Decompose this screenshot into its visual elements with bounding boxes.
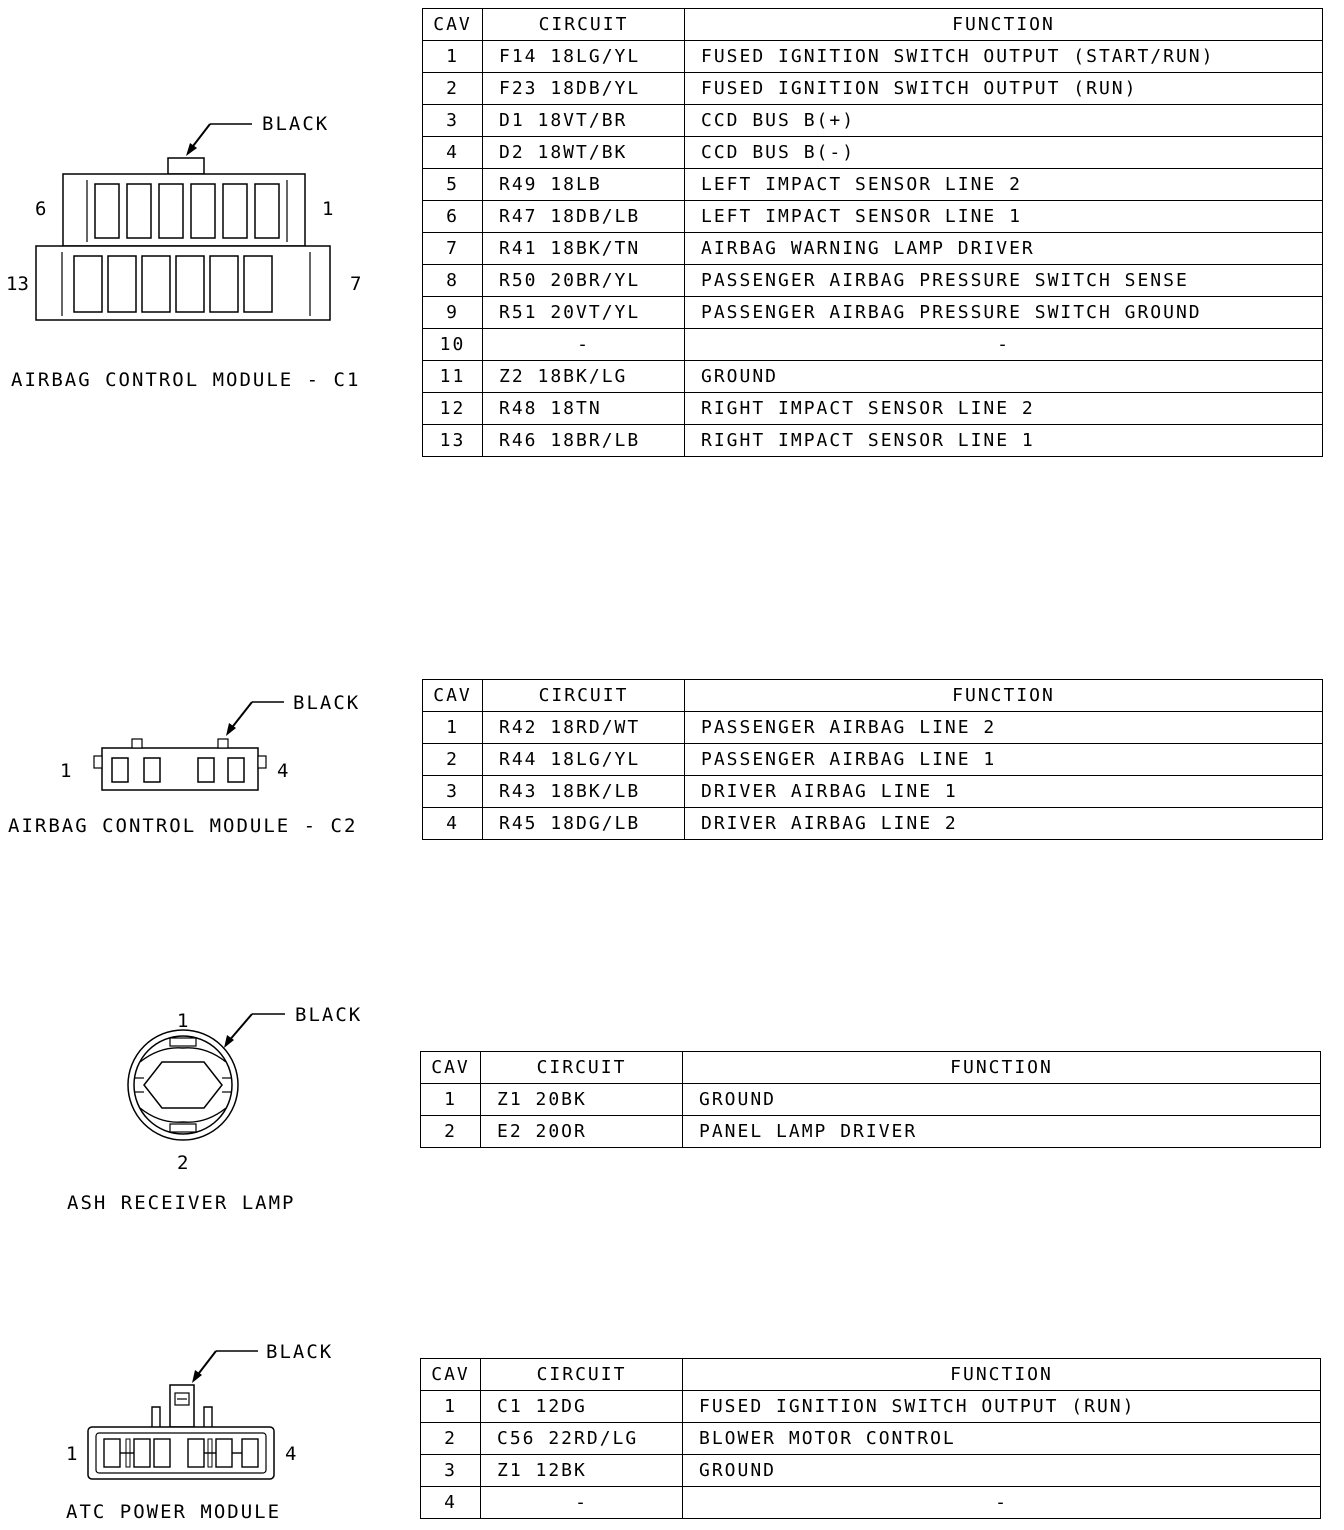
- table-row: [423, 808, 1323, 840]
- circuit-cell: R45 18DG/LB: [483, 808, 685, 840]
- header-cav: CAV: [421, 1359, 481, 1391]
- function-cell: -: [685, 329, 1323, 361]
- cavity-table: [422, 679, 1323, 840]
- table-row: [423, 744, 1323, 776]
- header-cav: CAV: [423, 680, 483, 712]
- table-row: [423, 169, 1323, 201]
- cav-cell: 2: [421, 1423, 481, 1455]
- table-row: [423, 73, 1323, 105]
- function-cell: LEFT IMPACT SENSOR LINE 1: [685, 201, 1323, 233]
- pin-label: 2: [177, 1152, 189, 1174]
- cav-cell: 9: [423, 297, 483, 329]
- function-cell: -: [683, 1487, 1321, 1519]
- header-function: FUNCTION: [683, 1359, 1321, 1391]
- table-row: [421, 1455, 1321, 1487]
- function-cell: FUSED IGNITION SWITCH OUTPUT (RUN): [685, 73, 1323, 105]
- header-cav: CAV: [421, 1052, 481, 1084]
- header-circuit: CIRCUIT: [483, 680, 685, 712]
- circuit-cell: R47 18DB/LB: [483, 201, 685, 233]
- cav-cell: 7: [423, 233, 483, 265]
- cav-cell: 6: [423, 201, 483, 233]
- circuit-cell: D2 18WT/BK: [483, 137, 685, 169]
- table-row: [421, 1084, 1321, 1116]
- table-row: [423, 393, 1323, 425]
- acm-c2-connector-drawing: [0, 680, 400, 850]
- circuit-cell: Z1 20BK: [481, 1084, 683, 1116]
- function-cell: CCD BUS B(+): [685, 105, 1323, 137]
- circuit-cell: F23 18DB/YL: [483, 73, 685, 105]
- pin-label: 4: [285, 1443, 297, 1465]
- cav-cell: 5: [423, 169, 483, 201]
- function-cell: RIGHT IMPACT SENSOR LINE 1: [685, 425, 1323, 457]
- circuit-cell: R41 18BK/TN: [483, 233, 685, 265]
- circuit-cell: R50 20BR/YL: [483, 265, 685, 297]
- acm-c1-connector-drawing: [0, 0, 400, 400]
- color-label: BLACK: [262, 113, 330, 135]
- cav-cell: 4: [423, 137, 483, 169]
- cav-cell: 10: [423, 329, 483, 361]
- table-row: [423, 425, 1323, 457]
- table-row: [423, 776, 1323, 808]
- function-cell: GROUND: [683, 1455, 1321, 1487]
- color-label: BLACK: [295, 1004, 363, 1026]
- table-row: [421, 1487, 1321, 1519]
- cavity-table: [420, 1358, 1321, 1519]
- table-row: [423, 137, 1323, 169]
- circuit-cell: E2 20OR: [481, 1116, 683, 1148]
- function-cell: FUSED IGNITION SWITCH OUTPUT (START/RUN): [685, 41, 1323, 73]
- header-function: FUNCTION: [683, 1052, 1321, 1084]
- header-circuit: CIRCUIT: [481, 1052, 683, 1084]
- table-header-row: [423, 9, 1323, 41]
- circuit-cell: R51 20VT/YL: [483, 297, 685, 329]
- table-row: [421, 1391, 1321, 1423]
- table-header-row: [421, 1052, 1321, 1084]
- table-row: [423, 201, 1323, 233]
- cav-cell: 1: [423, 41, 483, 73]
- header-function: FUNCTION: [685, 9, 1323, 41]
- atc-connector-drawing: [0, 1335, 400, 1530]
- circuit-cell: D1 18VT/BR: [483, 105, 685, 137]
- cav-cell: 12: [423, 393, 483, 425]
- color-label: BLACK: [266, 1341, 334, 1363]
- table-row: [423, 712, 1323, 744]
- circuit-cell: F14 18LG/YL: [483, 41, 685, 73]
- header-cav: CAV: [423, 9, 483, 41]
- cav-cell: 3: [423, 776, 483, 808]
- function-cell: RIGHT IMPACT SENSOR LINE 2: [685, 393, 1323, 425]
- connector-title: AIRBAG CONTROL MODULE - C2: [8, 815, 358, 837]
- cav-cell: 1: [421, 1084, 481, 1116]
- acm-c1-connector-icon: [0, 0, 400, 400]
- color-label: BLACK: [293, 692, 361, 714]
- cav-cell: 8: [423, 265, 483, 297]
- cav-cell: 11: [423, 361, 483, 393]
- header-circuit: CIRCUIT: [483, 9, 685, 41]
- circuit-cell: Z1 12BK: [481, 1455, 683, 1487]
- table-header-row: [423, 680, 1323, 712]
- circuit-cell: -: [481, 1487, 683, 1519]
- table-row: [421, 1116, 1321, 1148]
- circuit-cell: R43 18BK/LB: [483, 776, 685, 808]
- table-row: [421, 1423, 1321, 1455]
- connector-title: ASH RECEIVER LAMP: [67, 1192, 296, 1214]
- function-cell: DRIVER AIRBAG LINE 2: [685, 808, 1323, 840]
- header-function: FUNCTION: [685, 680, 1323, 712]
- ash-lamp-connector-drawing: [0, 1000, 400, 1230]
- header-circuit: CIRCUIT: [481, 1359, 683, 1391]
- table-row: [423, 361, 1323, 393]
- table-row: [423, 41, 1323, 73]
- cav-cell: 1: [423, 712, 483, 744]
- function-cell: BLOWER MOTOR CONTROL: [683, 1423, 1321, 1455]
- table-row: [423, 105, 1323, 137]
- function-cell: GROUND: [685, 361, 1323, 393]
- circuit-cell: C56 22RD/LG: [481, 1423, 683, 1455]
- function-cell: FUSED IGNITION SWITCH OUTPUT (RUN): [683, 1391, 1321, 1423]
- function-cell: PASSENGER AIRBAG PRESSURE SWITCH SENSE: [685, 265, 1323, 297]
- cav-cell: 3: [423, 105, 483, 137]
- function-cell: GROUND: [683, 1084, 1321, 1116]
- pin-label: 4: [277, 760, 289, 782]
- circuit-cell: R49 18LB: [483, 169, 685, 201]
- function-cell: LEFT IMPACT SENSOR LINE 2: [685, 169, 1323, 201]
- cavity-table: [422, 8, 1323, 457]
- connector-title: AIRBAG CONTROL MODULE - C1: [11, 369, 361, 391]
- pin-label: 1: [322, 198, 334, 220]
- function-cell: AIRBAG WARNING LAMP DRIVER: [685, 233, 1323, 265]
- circuit-cell: R42 18RD/WT: [483, 712, 685, 744]
- table-header-row: [421, 1359, 1321, 1391]
- circuit-cell: R48 18TN: [483, 393, 685, 425]
- function-cell: CCD BUS B(-): [685, 137, 1323, 169]
- table-row: [423, 233, 1323, 265]
- circuit-cell: C1 12DG: [481, 1391, 683, 1423]
- pin-label: 1: [177, 1010, 189, 1032]
- circuit-cell: -: [483, 329, 685, 361]
- table-row: [423, 265, 1323, 297]
- cav-cell: 2: [423, 744, 483, 776]
- function-cell: PASSENGER AIRBAG LINE 2: [685, 712, 1323, 744]
- pin-label: 13: [6, 273, 29, 295]
- circuit-cell: R44 18LG/YL: [483, 744, 685, 776]
- cav-cell: 1: [421, 1391, 481, 1423]
- pin-label: 6: [35, 198, 47, 220]
- cavity-table: [420, 1051, 1321, 1148]
- function-cell: PASSENGER AIRBAG LINE 1: [685, 744, 1323, 776]
- connector-title: ATC POWER MODULE: [66, 1501, 282, 1523]
- cav-cell: 4: [423, 808, 483, 840]
- pin-label: 1: [66, 1443, 78, 1465]
- cav-cell: 13: [423, 425, 483, 457]
- table-row: [423, 329, 1323, 361]
- cav-cell: 3: [421, 1455, 481, 1487]
- pin-label: 7: [350, 273, 362, 295]
- function-cell: PASSENGER AIRBAG PRESSURE SWITCH GROUND: [685, 297, 1323, 329]
- function-cell: DRIVER AIRBAG LINE 1: [685, 776, 1323, 808]
- table-row: [423, 297, 1323, 329]
- cav-cell: 4: [421, 1487, 481, 1519]
- cav-cell: 2: [421, 1116, 481, 1148]
- function-cell: PANEL LAMP DRIVER: [683, 1116, 1321, 1148]
- circuit-cell: Z2 18BK/LG: [483, 361, 685, 393]
- circuit-cell: R46 18BR/LB: [483, 425, 685, 457]
- pin-label: 1: [60, 760, 72, 782]
- cav-cell: 2: [423, 73, 483, 105]
